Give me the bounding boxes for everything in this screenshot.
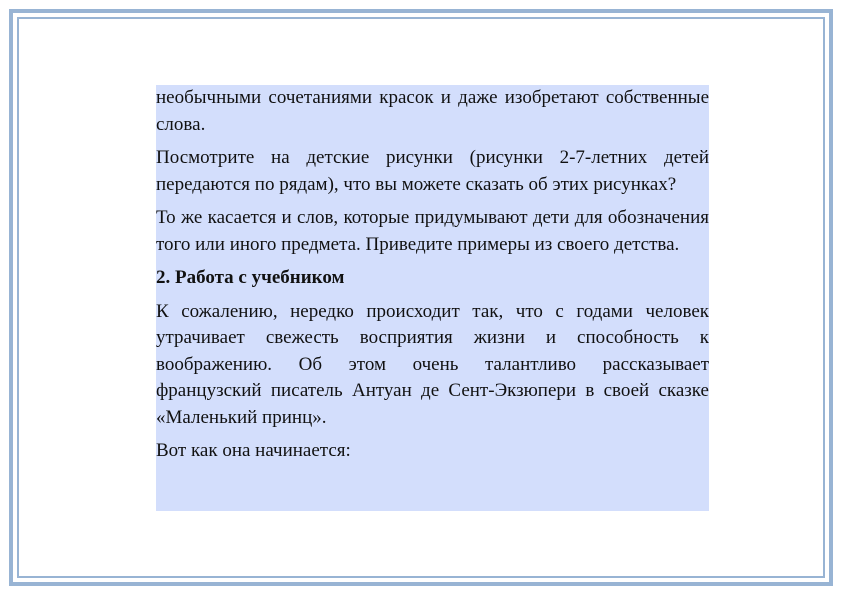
paragraph-little-prince: К сожалению, нередко происходит так, что с годами человек утрачивает свежесть восприятия жизни и способность к воображению. Об этом очень талантливо рассказывает французский писатель Антуан де Сент-Экзюпери в своей сказке «Маленький принц».	[156, 300, 709, 428]
paragraph-children-drawings: Посмотрите на детские рисунки (рисунки 2-7-летних детей передаются по рядам), что вы можете сказать об этих рисунках?	[156, 147, 709, 195]
slide-text-block	[156, 85, 709, 511]
paragraph-how-it-begins: Вот как она начинается:	[156, 440, 351, 461]
paragraph-intro-continuation: необычными сочетаниями красок и даже изобретают собственные слова.	[156, 87, 709, 135]
section-heading-textbook: 2. Работа с учебником	[156, 267, 345, 288]
paragraph-children-words: То же касается и слов, которые придумывают дети для обозначения того или иного предмета. Приведите примеры из своего детства.	[156, 207, 709, 255]
